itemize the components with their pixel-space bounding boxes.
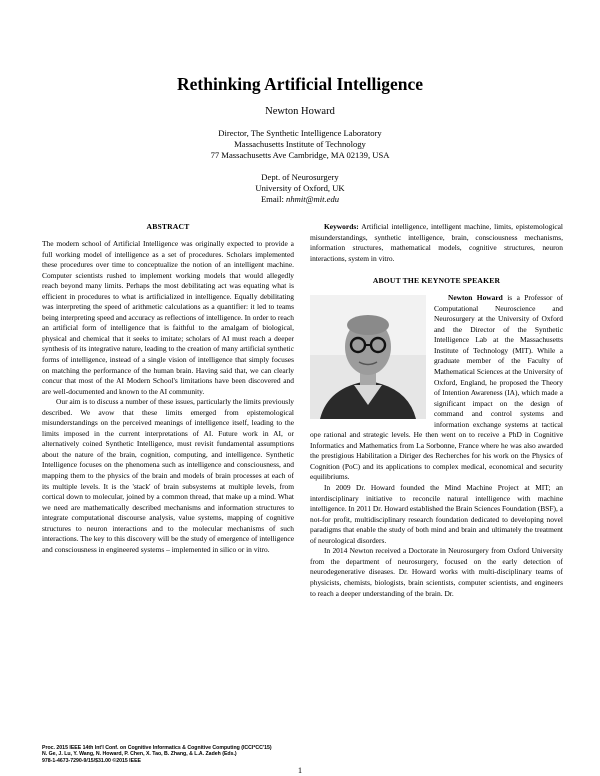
affiliation-oxford — [0, 172, 600, 205]
footer-line: 978-1-4673-7290-9/15/$31.00 ©2015 IEEE — [42, 757, 142, 764]
speaker-paragraph-3: In 2014 Newton received a Doctorate in Neurosurgery from Oxford University from the department of neurosurgery, focused on the early detection of neurodegenerative diseases. Dr. Howard works with multi-disciplinary teams of physicists, chemists, biologists, brain scientists, computer scientists, and engineers to reach a deeper understanding of the brain. Dr. — [310, 546, 563, 598]
speaker-paragraph-2: In 2009 Dr. Howard founded the Mind Machine Project at MIT; an interdisciplinary initiative to reconcile natural intelligence with machine intelligence. In 2011 Dr. Howard established the Brain Sciences Foundation (BSF), a not-for profit, multidisciplinary research foundation dedicated to developing novel paradigms that enable the study of both mind and brain and ultimately the treatment of neurological disorders. — [310, 483, 563, 545]
email-line — [0, 194, 600, 205]
affiliation-line: University of Oxford, UK — [255, 183, 345, 193]
email-label: Email: — [260, 194, 284, 204]
keywords-paragraph — [310, 222, 563, 264]
speaker-name: Newton Howard — [448, 293, 503, 303]
email-address[interactable]: nhmit@mit.edu — [286, 194, 340, 204]
abstract-paragraph-2: Our aim is to discuss a number of these issues, particularly the limits previously described. We avow that these limits emerged from epistemological misunderstandings on the perceived meanings of intelligence itself, leading to the limits imposed in the current interpretations of AI. Future work in AI, or alternatively coined Synthetic Intelligence, must revisit fundamental assumptions about the nature of the brain, cognition, computing, and intelligence. Synthetic Intelligence focuses on the phenomena such as intelligence and consciousness, and mapping them to the physics of the brain and models of brain processes at each of its multiple levels. It is the 'stack' of brain subsystems at multiple levels, from cortical down to molecular, joined by a common thread, that make up a mind. What we need are mathematically described mechanisms and information structures to integrate computational discourse analysis, value systems, mapping of cognitive structures to neuron interactions and to the molecular mechanisms of such interactions. The key to this discovery will be the study of emergence of intelligence and consciousness in engineered systems – implemented in silico or in vitro. — [42, 397, 294, 554]
affiliation-line: Dept. of Neurosurgery — [261, 172, 339, 182]
speaker-heading: ABOUT THE KEYNOTE SPEAKER — [372, 276, 501, 286]
affiliation-line: Director, The Synthetic Intelligence Laboratory — [218, 128, 382, 138]
footer-line: Proc. 2015 IEEE 14th Int'l Conf. on Cognitive Informatics & Cognitive Computing (ICCI*CC'15) — [42, 745, 272, 751]
right-column — [310, 222, 563, 599]
footer-line: N. Ge, J. Lu, Y. Wang, N. Howard, P. Chen, X. Tao, B. Zhang, & L.A. Zadeh (Eds.) — [42, 751, 237, 758]
keywords-label: Keywords: — [324, 222, 359, 231]
footer-citation — [42, 745, 282, 764]
keywords-text: Artificial intelligence, intelligent machine, limits, epistemological misunderstandings, synthetic intelligence, brain, consciousness mechanisms, information structures, mathematical models, cognitive structures, neuron interactions, system in vitro. — [310, 222, 564, 263]
paper-title: Rethinking Artificial Intelligence — [177, 74, 423, 94]
speaker-photo — [310, 295, 426, 419]
author-name: Newton Howard — [265, 106, 335, 117]
left-column — [42, 222, 294, 555]
affiliation-line: 77 Massachusetts Ave Cambridge, MA 02139, USA — [210, 150, 390, 160]
speaker-paragraph-1-text: is a Professor of Computational Neuroscience and Neurosurgery at the University of Oxford and the Director of the Synthetic Intelligence Lab at the Massachusetts Institute of Technology (MIT). While a graduate member of the Faculty of Mathematical Sciences at the University of Oxford, England, he proposed the Theory of Intention Awareness (IA), which made a significant impact on the design of command and control systems and information exchange systems at tactical ope rational and strategic levels. He then went on to receive a PhD in Cognitive Informatics and Mathematics from La Sorbonne, France where he was also awarded the prestigious Habilitation a Diriger des Recherches for his work on the Physics of Cognition (PoC) and its applications to complex medical, economical and security equilibriums. — [310, 293, 563, 482]
affiliation-mit — [0, 128, 600, 161]
speaker-bio — [310, 293, 563, 599]
page-number: 1 — [297, 765, 303, 775]
abstract-heading: ABSTRACT — [146, 222, 190, 231]
abstract-paragraph-1: The modern school of Artificial Intelligence was originally expected to provide a full working model of intelligence as a set of procedures. Scholars implemented these procedures over time to conceptualize the notion of an intelligent machine. Computer scientists rushed to implement working models that would allegedly reach beyond many limits. Perhaps the most debilitating act was equating what is efficient in procedures to what is artificialized in intelligence. Equally debilitating was interpreting the speed of arithmetic calculations as a quantifier: it led to teams being interpreting speed and accuracy as reflections of intelligence. In order to reach an artificial form of intelligence that is faithful to the amalgam of biological, physical and chemical that it seeks to imitate; scholars of AI must reach a deeper synthesis of its integrative nature, leading to the creation of many artificial synthetic forms of intelligence, instead of a single vision of intelligence that simply focuses on matching the performance of the human brain. Having said that, we can clearly concur that most of the AI Modern School's limitations have been discovered and are well-documented and known to the AI community. — [42, 239, 294, 396]
affiliation-line: Massachusetts Institute of Technology — [234, 139, 366, 149]
speaker-portrait — [310, 295, 426, 419]
